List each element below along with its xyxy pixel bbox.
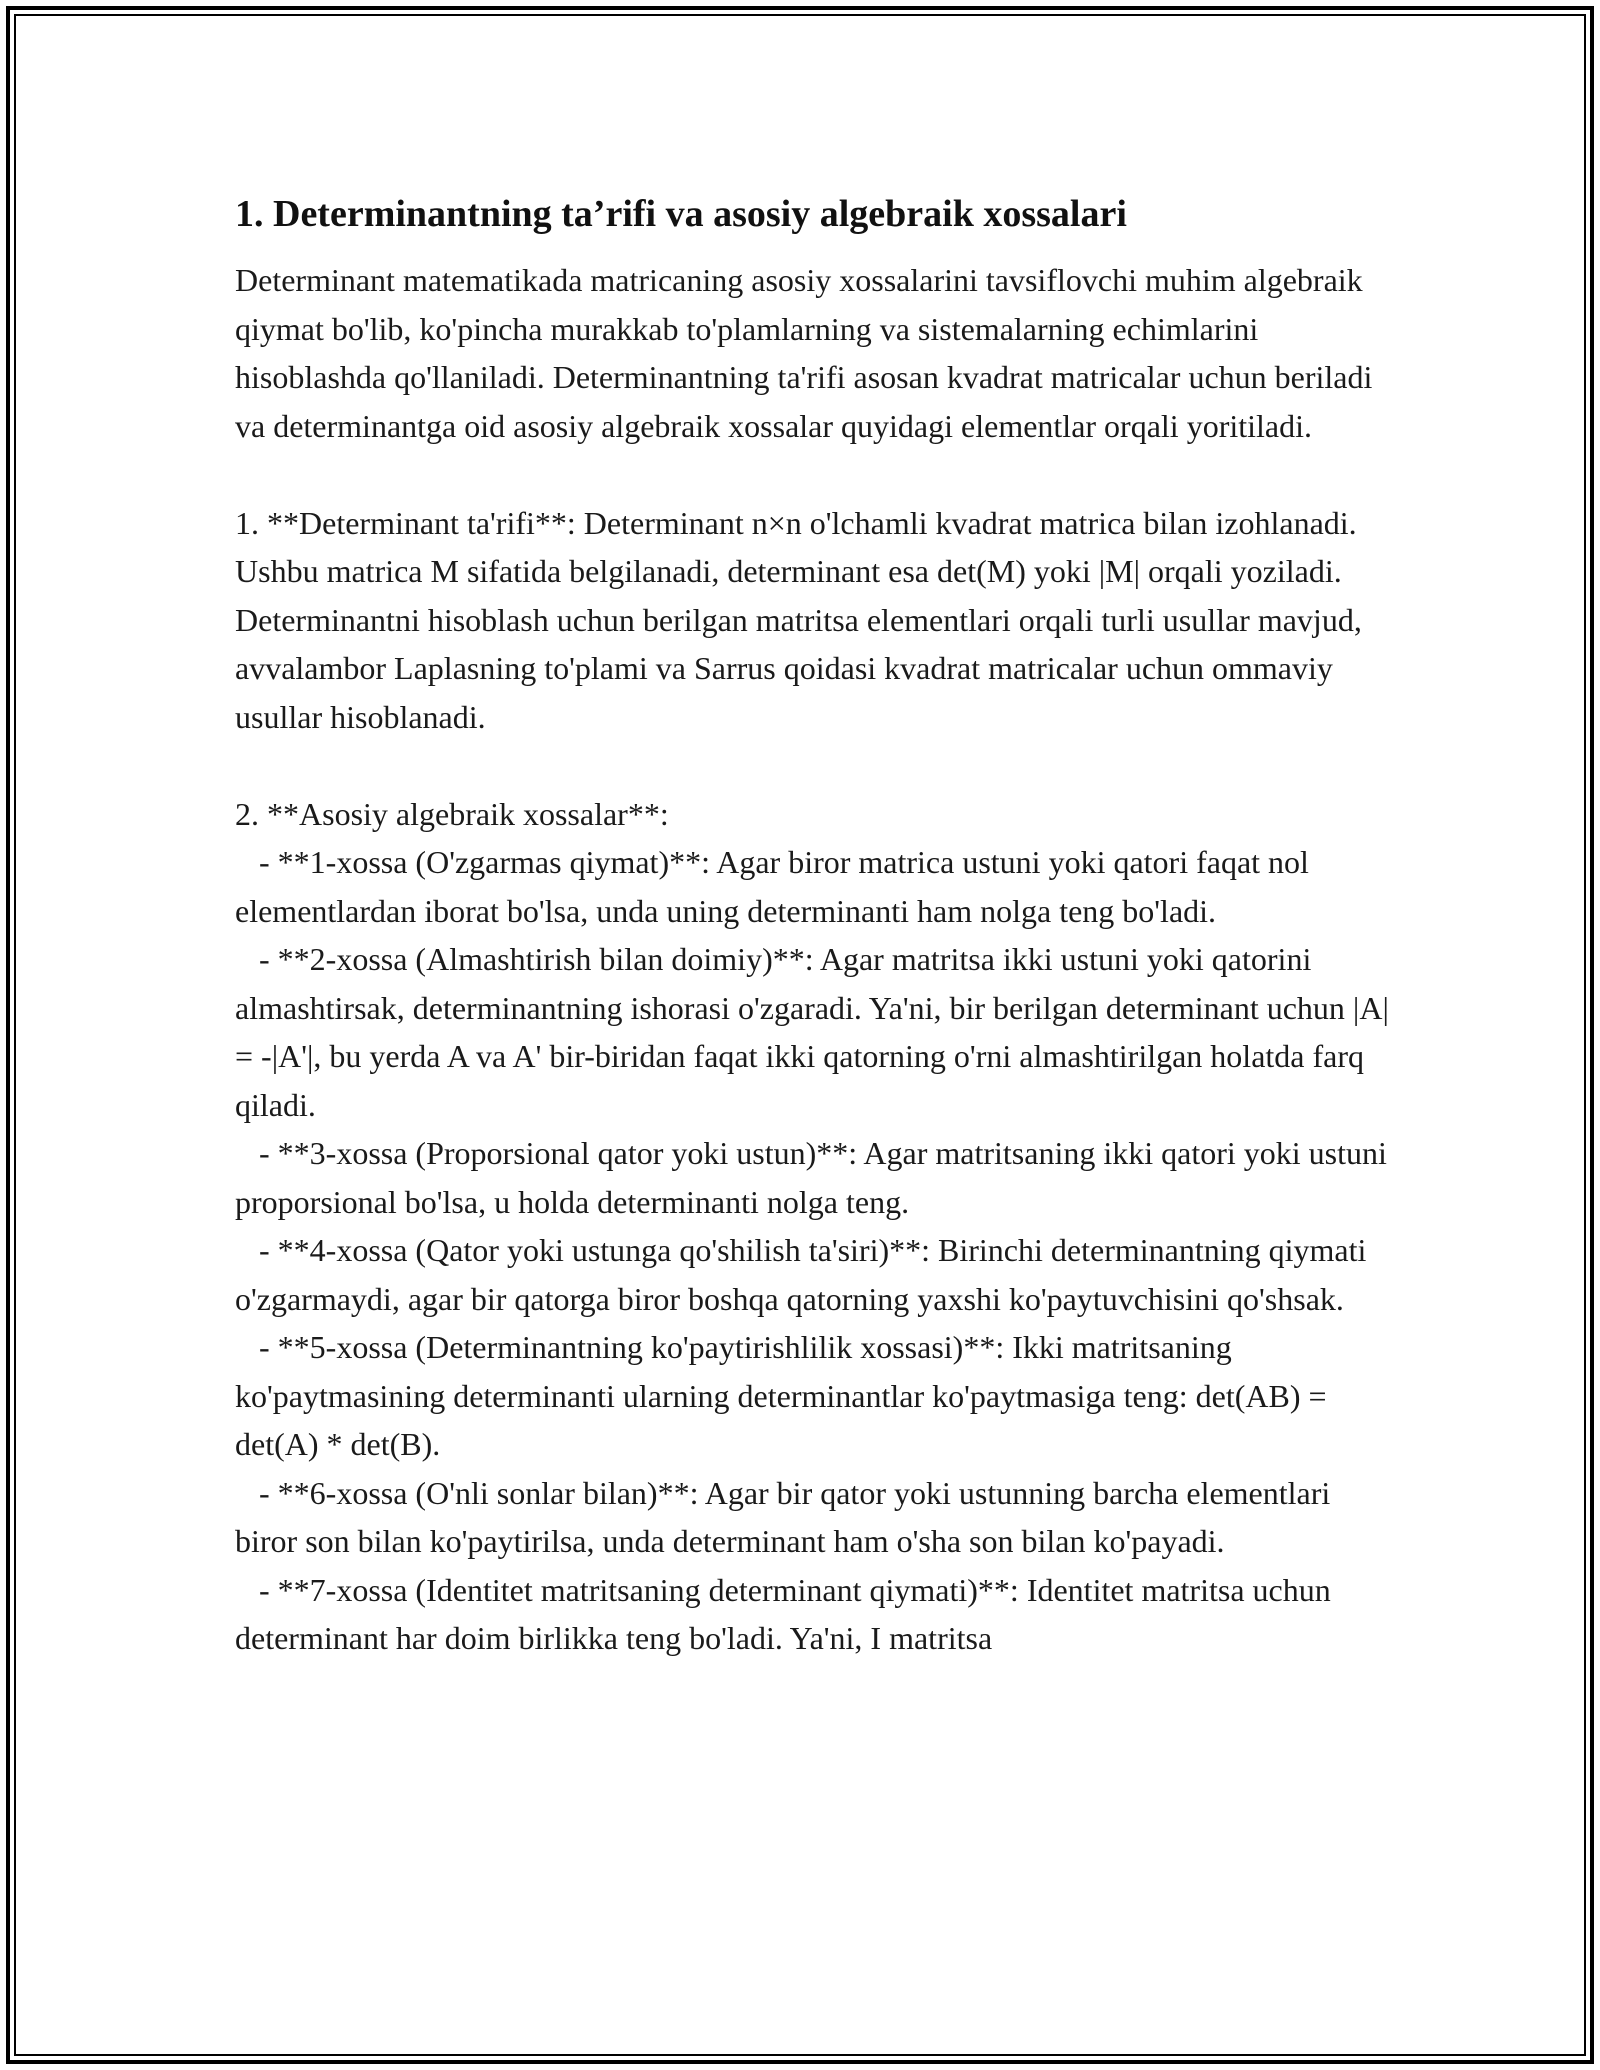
- property-1: - **1-xossa (O'zgarmas qiymat)**: Agar biror matrica ustuni yoki qatori faqat nol elementlardan iborat bo'lsa, unda uning determinanti ham nolga teng bo'ladi.: [235, 844, 1317, 929]
- property-3: - **3-xossa (Proporsional qator yoki ustun)**: Agar matritsaning ikki qatori yoki ustuni proporsional bo'lsa, u holda determinanti nolga teng.: [235, 1135, 1395, 1220]
- property-5: - **5-xossa (Determinantning ko'paytirishlilik xossasi)**: Ikki matritsaning ko'paytmasining determinanti ularning determinantlar ko'paytmasiga teng: det(AB) = det(A) * det(B).: [235, 1329, 1335, 1462]
- intro-paragraph: Determinant matematikada matricaning asosiy xossalarini tavsiflovchi muhim algebraik qiymat bo'lib, ko'pincha murakkab to'plamlarning va sistemalarning echimlarini hisoblashda qo'llaniladi. Determinantning ta'rifi asosan kvadrat matricalar uchun beriladi va determinantga oid asosiy algebraik xossalar quyidagi elementlar orqali yoritiladi.: [235, 262, 1373, 444]
- section-heading: 1. Determinantning ta’rifi va asosiy algebraik xossalari: [235, 193, 1127, 235]
- item-properties-title: 2. **Asosiy algebraik xossalar**:: [235, 795, 669, 832]
- property-2: - **2-xossa (Almashtirish bilan doimiy)**: Agar matritsa ikki ustuni yoki qatorini almashtirsak, determinantning ishorasi o'zgaradi. Ya'ni, bir berilgan determinant uchun |A| = -|A'|, bu yerda A va A' bir-biridan faqat ikki qatorning o'rni almashtirilgan holatda farq qiladi.: [235, 941, 1397, 1123]
- property-7: - **7-xossa (Identitet matritsaning determinant qiymati)**: Identitet matritsa uchun determinant har doim birlikka teng bo'ladi. Ya'ni, I matritsa: [235, 1571, 1339, 1656]
- paragraph-gap: [235, 741, 1395, 790]
- paragraph-gap: [235, 450, 1395, 499]
- document-body: [235, 186, 1395, 1663]
- item-definition: 1. **Determinant ta'rifi**: Determinant n×n o'lchamli kvadrat matrica bilan izohlanadi. Ushbu matrica M sifatida belgilanadi, determinant esa det(M) yoki |M| orqali yoziladi. Determinantni hisoblash uchun berilgan matritsa elementlari orqali turli usullar mavjud, avvalambor Laplasning to'plami va Sarrus qoidasi kvadrat matricalar uchun ommaviy usullar hisoblanadi.: [235, 504, 1362, 735]
- property-6: - **6-xossa (O'nli sonlar bilan)**: Agar bir qator yoki ustunning barcha elementlari biror son bilan ko'paytirilsa, unda determinant ham o'sha son bilan ko'payadi.: [235, 1474, 1339, 1559]
- property-4: - **4-xossa (Qator yoki ustunga qo'shilish ta'siri)**: Birinchi determinantning qiymati o'zgarmaydi, agar bir qatorga biror boshqa qatorning yaxshi ko'paytuvchisini qo'shsak.: [235, 1232, 1375, 1317]
